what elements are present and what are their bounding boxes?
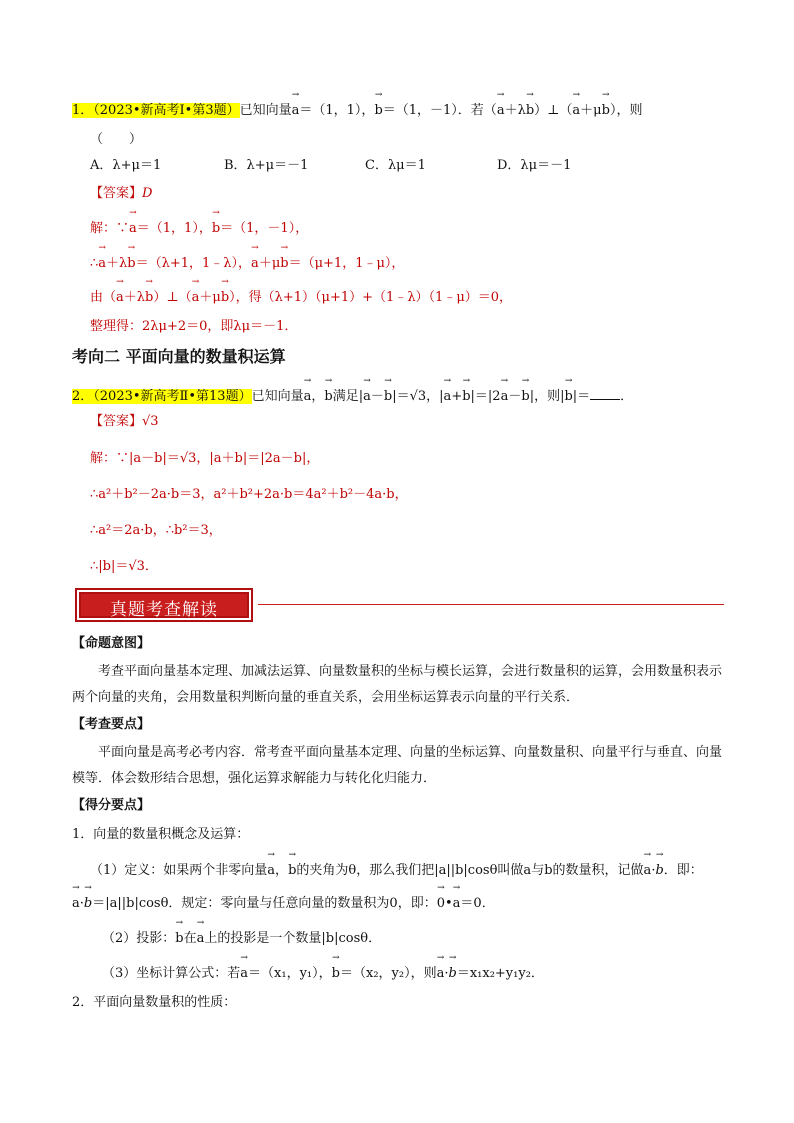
item-2-heading: 2．平面向量数量积的性质： [72, 995, 237, 1010]
points-paragraph: 平面向量是高考必考内容．常考查平面向量基本定理、向量的坐标运算、向量数量积、向量平行与垂直、向量模等．体会数形结合思想，强化运算求解能力与转化化归能力． [72, 745, 723, 786]
text: · [79, 896, 84, 911]
vector-b: → b [332, 965, 340, 983]
text: ∴ [90, 256, 99, 271]
vector-a: → a [437, 965, 445, 983]
q1-source: （2023•新高考Ⅰ•第3题） [93, 103, 240, 118]
q2-stem: |，则| [529, 389, 565, 404]
q1-stem: ＝（1，1）， [299, 103, 375, 118]
points-label: 【考查要点】 [72, 717, 151, 732]
vector-a: → a [129, 220, 137, 238]
vector-zero: → 0 [437, 895, 445, 913]
score-label: 【得分要点】 [72, 798, 151, 813]
intent-paragraph: 考查平面向量基本定理、加减法运算、向量数量积的坐标与模长运算，会进行数量积的运算，会用数量积表示两个向量的夹角，会用数量积判断向量的垂直关系，会用坐标运算表示向量的平行关系． [72, 664, 723, 705]
vector-a: → a [363, 388, 371, 406]
q1-solution-line-4: 整理得：2λμ+2＝0，即λμ＝－1． [90, 319, 298, 334]
definition-line-1 [90, 862, 703, 880]
q1-solution-line-3 [90, 289, 512, 307]
q1-option-b: B．λ+μ＝－1 [224, 158, 309, 173]
vector-a: → a [251, 255, 259, 273]
text: ， [275, 863, 289, 878]
vector-b: → b [84, 895, 92, 913]
vector-b: → b [280, 255, 288, 273]
text: ＝（1，－1）， [220, 221, 309, 236]
answer-label: 【答案】 [90, 414, 143, 429]
text: ＝（1，1）， [136, 221, 212, 236]
text: ）⊥（ [153, 290, 192, 305]
q1-stem: 已知向量 [239, 103, 292, 118]
q1-solution-line-2 [90, 255, 404, 273]
answer-value: D [142, 186, 153, 201]
vector-b: → b [374, 102, 382, 120]
text: ＋λ [123, 290, 146, 305]
text: ＋λ [106, 256, 128, 271]
q2-stem: ， [311, 389, 325, 404]
text: · [444, 966, 449, 981]
text: 解：∵ [90, 221, 130, 236]
projection-line [102, 930, 381, 948]
vector-a: → a [192, 289, 200, 307]
banner-rule [258, 604, 724, 605]
text: 上的投影是一个数量|b|cosθ． [204, 931, 382, 946]
vector-a: → a [240, 965, 248, 983]
vector-b: → b [212, 220, 220, 238]
vector-b: → b [449, 965, 457, 983]
text: ），得（λ+1）（μ+1）+（1﹣λ）（1﹣μ）＝0， [229, 290, 513, 305]
q2-source: （2023•新高考Ⅱ•第13题） [93, 389, 252, 404]
vector-b: → b [145, 289, 153, 307]
text: ＝x₁x₂+y₁y₂． [456, 966, 544, 981]
q1-stem: ＋λ [504, 103, 526, 118]
q1-stem: ＝（1，－1）．若（ [382, 103, 497, 118]
q1-option-d: D．λμ＝－1 [497, 158, 572, 173]
text: ＋μ [199, 290, 221, 305]
vector-a: → a [453, 895, 461, 913]
text: ＝（λ+1，1﹣λ）， [135, 256, 252, 271]
q2-stem: |＝ [572, 389, 591, 404]
q1-option-c: C．λμ＝1 [365, 158, 426, 173]
answer-label: 【答案】 [90, 186, 143, 201]
vector-a: → a [72, 895, 80, 913]
q2-solution-line-2: ∴a²＋b²－2a·b＝3，a²＋b²+2a·b＝4a²＋b²－4a·b， [90, 487, 408, 502]
text: b [544, 863, 553, 878]
q2-solution-line-4: ∴|b|＝√3． [90, 559, 158, 574]
vector-b: → b [324, 388, 332, 406]
text: 的数量积，记做 [552, 863, 644, 878]
coordinate-formula-line [102, 965, 544, 983]
banner-title: 真题考查解读 [110, 600, 218, 620]
q2-stem: + [451, 389, 463, 404]
q2-stem: 满足| [332, 389, 364, 404]
text: ＝（x₁，y₁）， [248, 966, 332, 981]
answer-value: √3 [142, 414, 159, 429]
vector-a: → a [267, 862, 275, 880]
q2-stem: 已知向量 [251, 389, 304, 404]
q1-stem: ），则 [609, 103, 643, 118]
q2-stem: ． [620, 389, 634, 404]
text: • [444, 896, 453, 911]
vector-b: → b [288, 862, 296, 880]
question-2 [72, 387, 633, 406]
q2-stem: |＝|2 [470, 389, 501, 404]
q2-answer [90, 413, 159, 431]
vector-a: → a [497, 102, 505, 120]
text: 由（ [90, 290, 117, 305]
definition-line-2 [72, 895, 495, 913]
vector-a: → a [501, 388, 509, 406]
vector-b: → b [655, 862, 663, 880]
section-banner [75, 588, 253, 622]
text: · [651, 863, 656, 878]
q1-paren: （ ） [90, 132, 143, 147]
answer-blank[interactable] [590, 387, 620, 400]
text: a [523, 863, 532, 878]
section-title: 考向二 平面向量的数量积运算 [72, 347, 286, 366]
q1-stem: ＋μ [580, 103, 602, 118]
vector-b: → b [462, 388, 470, 406]
vector-b: → b [564, 388, 572, 406]
vector-a: → a [304, 388, 312, 406]
intent-label: 【命题意图】 [72, 636, 151, 651]
q2-stem: － [370, 389, 384, 404]
vector-b: → b [221, 289, 229, 307]
text: 与 [531, 863, 545, 878]
text: ．即： [663, 863, 703, 878]
vector-a: → a [98, 255, 106, 273]
text: 在 [183, 931, 197, 946]
q2-stem: － [508, 389, 522, 404]
vector-b: → b [526, 102, 534, 120]
vector-b: → b [384, 388, 392, 406]
q1-number: 1． [72, 103, 94, 118]
text: ＝|a||b|cosθ．规定：零向量与任意向量的数量积为0，即： [92, 896, 437, 911]
q1-option-a: A．λ+μ＝1 [90, 158, 162, 173]
text: ＝0． [460, 896, 495, 911]
q1-answer [90, 185, 152, 203]
item-1-heading: 1．向量的数量积概念及运算： [72, 827, 250, 842]
vector-a: → a [116, 289, 124, 307]
q2-number: 2． [72, 389, 94, 404]
text: ＝（μ+1，1﹣μ）， [288, 256, 405, 271]
text: ＋μ [258, 256, 281, 271]
q1-solution-line-1 [90, 220, 308, 238]
q2-solution-line-1: 解：∵|a－b|＝√3，|a＋b|＝|2a－b|， [90, 451, 320, 466]
vector-a: → a [644, 862, 652, 880]
text: （2）投影： [102, 931, 176, 946]
text: （1）定义：如果两个非零向量 [90, 863, 268, 878]
vector-b: → b [602, 102, 610, 120]
vector-b: → b [127, 255, 135, 273]
vector-a: → a [197, 930, 205, 948]
q2-stem: |＝√3，| [392, 389, 444, 404]
vector-a: → a [292, 102, 300, 120]
q1-stem: ）⊥（ [534, 103, 573, 118]
text: 的夹角为θ，那么我们把|a||b|cosθ叫做 [296, 863, 524, 878]
vector-a: → a [444, 388, 452, 406]
vector-b: → b [521, 388, 529, 406]
question-1 [72, 102, 642, 120]
text: （3）坐标计算公式：若 [102, 966, 241, 981]
vector-b: → b [175, 930, 183, 948]
text: ＝（x₂，y₂），则 [339, 966, 437, 981]
q2-solution-line-3: ∴a²＝2a·b，∴b²＝3， [90, 523, 222, 538]
vector-a: → a [572, 102, 580, 120]
